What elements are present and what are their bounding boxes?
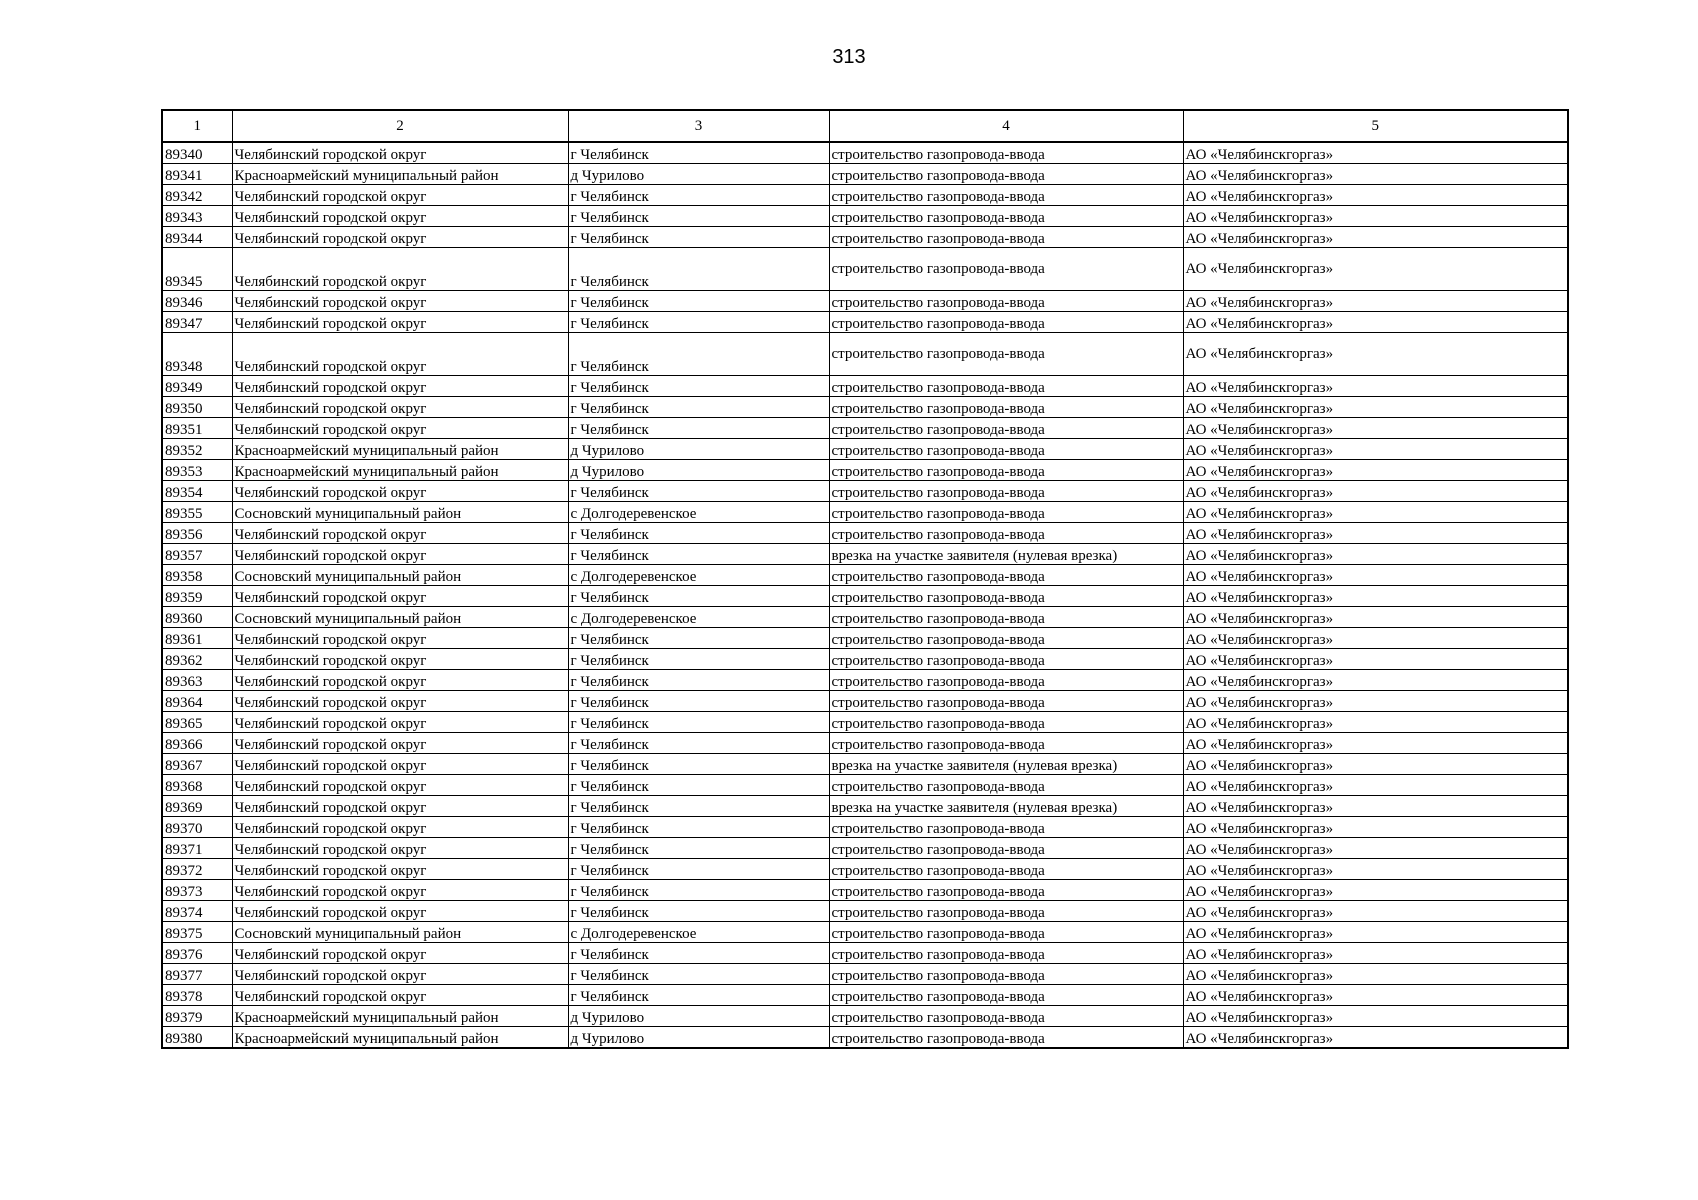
cell-work-type: строительство газопровода-ввода xyxy=(829,1027,1183,1049)
cell-organization: АО «Челябинскгоргаз» xyxy=(1183,142,1568,164)
table-row xyxy=(162,544,1568,565)
cell-id: 89340 xyxy=(162,142,232,164)
cell-locality: с Долгодеревенское xyxy=(568,607,829,628)
cell-locality: г Челябинск xyxy=(568,418,829,439)
cell-organization: АО «Челябинскгоргаз» xyxy=(1183,880,1568,901)
cell-district: Челябинский городской округ xyxy=(232,733,568,754)
cell-locality: г Челябинск xyxy=(568,649,829,670)
cell-work-type: строительство газопровода-ввода xyxy=(829,922,1183,943)
header-col-1: 1 xyxy=(162,110,232,142)
cell-id: 89345 xyxy=(162,248,232,291)
cell-locality: г Челябинск xyxy=(568,206,829,227)
cell-district: Челябинский городской округ xyxy=(232,628,568,649)
cell-locality: г Челябинск xyxy=(568,185,829,206)
cell-id: 89343 xyxy=(162,206,232,227)
cell-id: 89367 xyxy=(162,754,232,775)
cell-district: Челябинский городской округ xyxy=(232,376,568,397)
cell-work-type: строительство газопровода-ввода xyxy=(829,291,1183,312)
cell-locality: г Челябинск xyxy=(568,838,829,859)
cell-id: 89359 xyxy=(162,586,232,607)
cell-organization: АО «Челябинскгоргаз» xyxy=(1183,439,1568,460)
cell-work-type: строительство газопровода-ввода xyxy=(829,712,1183,733)
cell-id: 89354 xyxy=(162,481,232,502)
cell-organization: АО «Челябинскгоргаз» xyxy=(1183,397,1568,418)
cell-work-type: строительство газопровода-ввода xyxy=(829,1006,1183,1027)
cell-id: 89380 xyxy=(162,1027,232,1049)
cell-id: 89374 xyxy=(162,901,232,922)
cell-locality: г Челябинск xyxy=(568,628,829,649)
cell-locality: г Челябинск xyxy=(568,775,829,796)
cell-id: 89350 xyxy=(162,397,232,418)
cell-id: 89351 xyxy=(162,418,232,439)
cell-locality: г Челябинск xyxy=(568,880,829,901)
cell-organization: АО «Челябинскгоргаз» xyxy=(1183,333,1568,376)
cell-district: Челябинский городской округ xyxy=(232,227,568,248)
cell-organization: АО «Челябинскгоргаз» xyxy=(1183,248,1568,291)
cell-district: Красноармейский муниципальный район xyxy=(232,439,568,460)
table-row xyxy=(162,880,1568,901)
cell-id: 89360 xyxy=(162,607,232,628)
cell-district: Челябинский городской округ xyxy=(232,333,568,376)
cell-district: Челябинский городской округ xyxy=(232,397,568,418)
cell-locality: г Челябинск xyxy=(568,943,829,964)
cell-organization: АО «Челябинскгоргаз» xyxy=(1183,164,1568,185)
cell-id: 89375 xyxy=(162,922,232,943)
cell-organization: АО «Челябинскгоргаз» xyxy=(1183,607,1568,628)
table-row xyxy=(162,523,1568,544)
cell-locality: г Челябинск xyxy=(568,670,829,691)
cell-locality: г Челябинск xyxy=(568,227,829,248)
cell-locality: с Долгодеревенское xyxy=(568,922,829,943)
table-row xyxy=(162,312,1568,333)
cell-district: Красноармейский муниципальный район xyxy=(232,460,568,481)
cell-district: Красноармейский муниципальный район xyxy=(232,1027,568,1049)
cell-locality: д Чурилово xyxy=(568,439,829,460)
table-row xyxy=(162,418,1568,439)
cell-id: 89369 xyxy=(162,796,232,817)
cell-locality: г Челябинск xyxy=(568,333,829,376)
cell-work-type: строительство газопровода-ввода xyxy=(829,838,1183,859)
cell-organization: АО «Челябинскгоргаз» xyxy=(1183,185,1568,206)
cell-organization: АО «Челябинскгоргаз» xyxy=(1183,922,1568,943)
table-row xyxy=(162,607,1568,628)
cell-work-type: врезка на участке заявителя (нулевая врезка) xyxy=(829,796,1183,817)
cell-work-type: строительство газопровода-ввода xyxy=(829,964,1183,985)
cell-district: Сосновский муниципальный район xyxy=(232,922,568,943)
header-col-5: 5 xyxy=(1183,110,1568,142)
table-row xyxy=(162,460,1568,481)
cell-locality: г Челябинск xyxy=(568,376,829,397)
table-row xyxy=(162,586,1568,607)
cell-work-type: строительство газопровода-ввода xyxy=(829,670,1183,691)
cell-locality: д Чурилово xyxy=(568,164,829,185)
cell-organization: АО «Челябинскгоргаз» xyxy=(1183,376,1568,397)
cell-district: Челябинский городской округ xyxy=(232,775,568,796)
cell-organization: АО «Челябинскгоргаз» xyxy=(1183,1006,1568,1027)
cell-district: Челябинский городской округ xyxy=(232,418,568,439)
cell-id: 89368 xyxy=(162,775,232,796)
cell-district: Челябинский городской округ xyxy=(232,985,568,1006)
cell-district: Челябинский городской округ xyxy=(232,901,568,922)
cell-id: 89372 xyxy=(162,859,232,880)
cell-work-type: строительство газопровода-ввода xyxy=(829,439,1183,460)
cell-id: 89358 xyxy=(162,565,232,586)
table-header xyxy=(162,110,1568,142)
cell-district: Челябинский городской округ xyxy=(232,544,568,565)
cell-locality: д Чурилово xyxy=(568,460,829,481)
cell-district: Челябинский городской округ xyxy=(232,691,568,712)
cell-locality: г Челябинск xyxy=(568,817,829,838)
cell-work-type: строительство газопровода-ввода xyxy=(829,607,1183,628)
table-row xyxy=(162,248,1568,291)
cell-organization: АО «Челябинскгоргаз» xyxy=(1183,796,1568,817)
cell-organization: АО «Челябинскгоргаз» xyxy=(1183,1027,1568,1049)
cell-organization: АО «Челябинскгоргаз» xyxy=(1183,460,1568,481)
cell-organization: АО «Челябинскгоргаз» xyxy=(1183,712,1568,733)
cell-locality: г Челябинск xyxy=(568,754,829,775)
registry-table xyxy=(161,109,1569,1049)
cell-work-type: строительство газопровода-ввода xyxy=(829,142,1183,164)
cell-work-type: строительство газопровода-ввода xyxy=(829,333,1183,376)
table-row xyxy=(162,733,1568,754)
cell-id: 89365 xyxy=(162,712,232,733)
cell-work-type: строительство газопровода-ввода xyxy=(829,628,1183,649)
cell-id: 89377 xyxy=(162,964,232,985)
cell-work-type: строительство газопровода-ввода xyxy=(829,880,1183,901)
cell-work-type: строительство газопровода-ввода xyxy=(829,376,1183,397)
cell-work-type: строительство газопровода-ввода xyxy=(829,733,1183,754)
cell-id: 89349 xyxy=(162,376,232,397)
cell-locality: г Челябинск xyxy=(568,481,829,502)
cell-district: Челябинский городской округ xyxy=(232,817,568,838)
table-row xyxy=(162,397,1568,418)
cell-organization: АО «Челябинскгоргаз» xyxy=(1183,964,1568,985)
cell-work-type: строительство газопровода-ввода xyxy=(829,460,1183,481)
cell-locality: г Челябинск xyxy=(568,312,829,333)
cell-work-type: строительство газопровода-ввода xyxy=(829,248,1183,291)
cell-locality: с Долгодеревенское xyxy=(568,502,829,523)
cell-work-type: строительство газопровода-ввода xyxy=(829,185,1183,206)
table-row xyxy=(162,964,1568,985)
cell-id: 89342 xyxy=(162,185,232,206)
table-row xyxy=(162,164,1568,185)
header-col-3: 3 xyxy=(568,110,829,142)
table-row xyxy=(162,185,1568,206)
cell-organization: АО «Челябинскгоргаз» xyxy=(1183,985,1568,1006)
cell-district: Красноармейский муниципальный район xyxy=(232,1006,568,1027)
cell-district: Челябинский городской округ xyxy=(232,712,568,733)
cell-work-type: строительство газопровода-ввода xyxy=(829,502,1183,523)
table-row xyxy=(162,754,1568,775)
cell-organization: АО «Челябинскгоргаз» xyxy=(1183,901,1568,922)
cell-id: 89376 xyxy=(162,943,232,964)
cell-locality: г Челябинск xyxy=(568,586,829,607)
table-body xyxy=(162,142,1568,1048)
table-row xyxy=(162,649,1568,670)
table-row xyxy=(162,775,1568,796)
cell-work-type: строительство газопровода-ввода xyxy=(829,943,1183,964)
cell-district: Челябинский городской округ xyxy=(232,142,568,164)
cell-id: 89356 xyxy=(162,523,232,544)
cell-id: 89355 xyxy=(162,502,232,523)
table-row xyxy=(162,481,1568,502)
table-row xyxy=(162,1027,1568,1049)
cell-district: Челябинский городской округ xyxy=(232,206,568,227)
cell-organization: АО «Челябинскгоргаз» xyxy=(1183,312,1568,333)
cell-id: 89363 xyxy=(162,670,232,691)
table-row xyxy=(162,206,1568,227)
cell-locality: г Челябинск xyxy=(568,733,829,754)
cell-locality: с Долгодеревенское xyxy=(568,565,829,586)
cell-work-type: строительство газопровода-ввода xyxy=(829,586,1183,607)
table-row xyxy=(162,502,1568,523)
cell-locality: г Челябинск xyxy=(568,248,829,291)
cell-id: 89348 xyxy=(162,333,232,376)
cell-work-type: врезка на участке заявителя (нулевая врезка) xyxy=(829,754,1183,775)
cell-locality: д Чурилово xyxy=(568,1006,829,1027)
cell-work-type: строительство газопровода-ввода xyxy=(829,418,1183,439)
cell-work-type: строительство газопровода-ввода xyxy=(829,312,1183,333)
cell-organization: АО «Челябинскгоргаз» xyxy=(1183,670,1568,691)
cell-district: Челябинский городской округ xyxy=(232,859,568,880)
cell-organization: АО «Челябинскгоргаз» xyxy=(1183,733,1568,754)
cell-organization: АО «Челябинскгоргаз» xyxy=(1183,754,1568,775)
cell-locality: г Челябинск xyxy=(568,523,829,544)
cell-district: Челябинский городской округ xyxy=(232,481,568,502)
header-col-2: 2 xyxy=(232,110,568,142)
cell-district: Челябинский городской округ xyxy=(232,796,568,817)
cell-organization: АО «Челябинскгоргаз» xyxy=(1183,628,1568,649)
table-row xyxy=(162,838,1568,859)
cell-work-type: строительство газопровода-ввода xyxy=(829,164,1183,185)
cell-locality: г Челябинск xyxy=(568,985,829,1006)
cell-organization: АО «Челябинскгоргаз» xyxy=(1183,838,1568,859)
cell-locality: г Челябинск xyxy=(568,142,829,164)
cell-id: 89379 xyxy=(162,1006,232,1027)
cell-id: 89364 xyxy=(162,691,232,712)
cell-locality: г Челябинск xyxy=(568,964,829,985)
cell-work-type: строительство газопровода-ввода xyxy=(829,481,1183,502)
cell-work-type: строительство газопровода-ввода xyxy=(829,649,1183,670)
cell-id: 89352 xyxy=(162,439,232,460)
cell-locality: г Челябинск xyxy=(568,712,829,733)
table-row xyxy=(162,943,1568,964)
cell-id: 89366 xyxy=(162,733,232,754)
cell-locality: д Чурилово xyxy=(568,1027,829,1049)
table-row xyxy=(162,985,1568,1006)
cell-organization: АО «Челябинскгоргаз» xyxy=(1183,817,1568,838)
cell-work-type: строительство газопровода-ввода xyxy=(829,397,1183,418)
cell-district: Челябинский городской округ xyxy=(232,586,568,607)
table-row xyxy=(162,796,1568,817)
cell-locality: г Челябинск xyxy=(568,796,829,817)
table-row xyxy=(162,712,1568,733)
cell-organization: АО «Челябинскгоргаз» xyxy=(1183,775,1568,796)
table-row xyxy=(162,1006,1568,1027)
cell-id: 89344 xyxy=(162,227,232,248)
cell-district: Челябинский городской округ xyxy=(232,964,568,985)
cell-organization: АО «Челябинскгоргаз» xyxy=(1183,691,1568,712)
cell-district: Челябинский городской округ xyxy=(232,291,568,312)
cell-district: Красноармейский муниципальный район xyxy=(232,164,568,185)
cell-organization: АО «Челябинскгоргаз» xyxy=(1183,544,1568,565)
cell-organization: АО «Челябинскгоргаз» xyxy=(1183,291,1568,312)
cell-locality: г Челябинск xyxy=(568,859,829,880)
cell-id: 89362 xyxy=(162,649,232,670)
cell-organization: АО «Челябинскгоргаз» xyxy=(1183,227,1568,248)
cell-district: Челябинский городской округ xyxy=(232,248,568,291)
cell-locality: г Челябинск xyxy=(568,691,829,712)
cell-district: Сосновский муниципальный район xyxy=(232,607,568,628)
table-row xyxy=(162,922,1568,943)
cell-id: 89361 xyxy=(162,628,232,649)
page-number: 313 xyxy=(832,46,866,68)
cell-work-type: строительство газопровода-ввода xyxy=(829,227,1183,248)
header-row xyxy=(162,110,1568,142)
table-row xyxy=(162,901,1568,922)
table-row xyxy=(162,565,1568,586)
table-row xyxy=(162,291,1568,312)
cell-organization: АО «Челябинскгоргаз» xyxy=(1183,649,1568,670)
cell-work-type: строительство газопровода-ввода xyxy=(829,775,1183,796)
cell-district: Челябинский городской округ xyxy=(232,185,568,206)
cell-district: Сосновский муниципальный район xyxy=(232,565,568,586)
cell-work-type: строительство газопровода-ввода xyxy=(829,565,1183,586)
cell-id: 89373 xyxy=(162,880,232,901)
table-row xyxy=(162,670,1568,691)
cell-id: 89353 xyxy=(162,460,232,481)
cell-id: 89378 xyxy=(162,985,232,1006)
cell-locality: г Челябинск xyxy=(568,901,829,922)
cell-locality: г Челябинск xyxy=(568,291,829,312)
cell-locality: г Челябинск xyxy=(568,544,829,565)
cell-district: Челябинский городской округ xyxy=(232,670,568,691)
cell-work-type: строительство газопровода-ввода xyxy=(829,985,1183,1006)
table-row xyxy=(162,227,1568,248)
cell-locality: г Челябинск xyxy=(568,397,829,418)
cell-district: Челябинский городской округ xyxy=(232,838,568,859)
cell-district: Сосновский муниципальный район xyxy=(232,502,568,523)
cell-district: Челябинский городской округ xyxy=(232,312,568,333)
cell-organization: АО «Челябинскгоргаз» xyxy=(1183,418,1568,439)
cell-id: 89357 xyxy=(162,544,232,565)
cell-id: 89341 xyxy=(162,164,232,185)
cell-organization: АО «Челябинскгоргаз» xyxy=(1183,481,1568,502)
cell-district: Челябинский городской округ xyxy=(232,523,568,544)
cell-organization: АО «Челябинскгоргаз» xyxy=(1183,943,1568,964)
cell-work-type: строительство газопровода-ввода xyxy=(829,901,1183,922)
cell-work-type: врезка на участке заявителя (нулевая врезка) xyxy=(829,544,1183,565)
table-row xyxy=(162,333,1568,376)
table-row xyxy=(162,691,1568,712)
cell-work-type: строительство газопровода-ввода xyxy=(829,691,1183,712)
table-row xyxy=(162,859,1568,880)
cell-organization: АО «Челябинскгоргаз» xyxy=(1183,859,1568,880)
cell-work-type: строительство газопровода-ввода xyxy=(829,817,1183,838)
table-row xyxy=(162,142,1568,164)
table-row xyxy=(162,628,1568,649)
cell-district: Челябинский городской округ xyxy=(232,943,568,964)
cell-organization: АО «Челябинскгоргаз» xyxy=(1183,502,1568,523)
cell-district: Челябинский городской округ xyxy=(232,880,568,901)
cell-id: 89371 xyxy=(162,838,232,859)
cell-work-type: строительство газопровода-ввода xyxy=(829,523,1183,544)
cell-id: 89346 xyxy=(162,291,232,312)
cell-district: Челябинский городской округ xyxy=(232,649,568,670)
cell-organization: АО «Челябинскгоргаз» xyxy=(1183,565,1568,586)
cell-organization: АО «Челябинскгоргаз» xyxy=(1183,523,1568,544)
table-row xyxy=(162,439,1568,460)
table-row xyxy=(162,376,1568,397)
cell-organization: АО «Челябинскгоргаз» xyxy=(1183,206,1568,227)
cell-id: 89347 xyxy=(162,312,232,333)
header-col-4: 4 xyxy=(829,110,1183,142)
cell-organization: АО «Челябинскгоргаз» xyxy=(1183,586,1568,607)
table-row xyxy=(162,817,1568,838)
cell-district: Челябинский городской округ xyxy=(232,754,568,775)
cell-id: 89370 xyxy=(162,817,232,838)
cell-work-type: строительство газопровода-ввода xyxy=(829,859,1183,880)
cell-work-type: строительство газопровода-ввода xyxy=(829,206,1183,227)
